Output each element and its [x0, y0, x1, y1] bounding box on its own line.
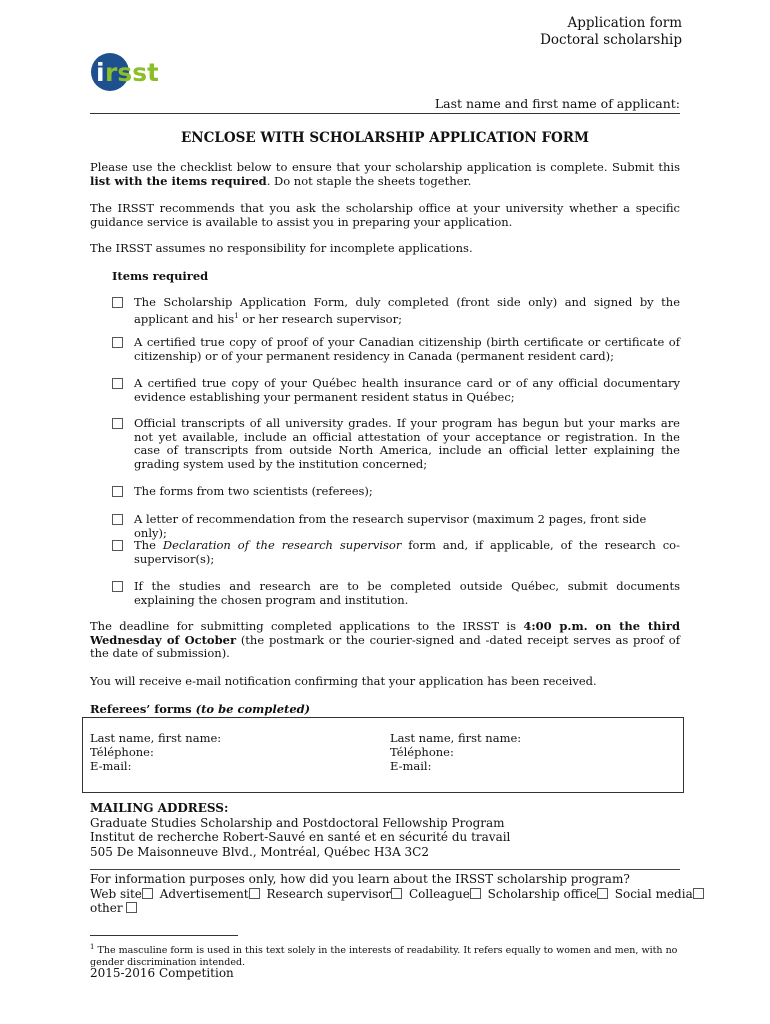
referee-2-email-label: E-mail:: [390, 759, 432, 773]
mailing-line-2: Institut de recherche Robert-Sauvé en santé et en sécurité du travail: [90, 830, 511, 844]
survey-option-other: other: [90, 901, 707, 916]
items-required-heading: Items required: [112, 269, 209, 283]
checklist-item-transcripts: Official transcripts of all university grades. If your program has begun but your marks are not yet available, include an official attestation of your acceptance or registration. In the case of transcripts from outside North America, include an official letter explaining the grading system used by the institution concerned;: [112, 417, 680, 471]
checklist-item-referee-forms: The forms from two scientists (referees);: [112, 485, 680, 499]
referee-2-phone-label: Téléphone:: [390, 745, 454, 759]
logo-letters-rsst: rsst: [105, 58, 158, 87]
deadline-paragraph: The deadline for submitting completed applications to the IRSST is 4:00 p.m. on the third Wednesday of October (the postmark or the courier-signed and -dated receipt serves as proof of the date of submission).: [90, 619, 680, 661]
deadline-emphasis: 4:00 p.m. on the third Wednesday of October: [90, 619, 680, 647]
logo-letter-i: i: [96, 58, 105, 87]
checkbox[interactable]: [112, 297, 123, 308]
competition-label: 2015-2016 Competition: [90, 966, 234, 980]
checkbox[interactable]: [249, 888, 260, 899]
checkbox[interactable]: [112, 418, 123, 429]
survey-question: For information purposes only, how did you learn about the IRSST scholarship program?: [90, 872, 630, 886]
form-type: Application form: [567, 15, 682, 31]
survey-option-advertisement: Advertisement: [160, 887, 263, 901]
referee-1: [90, 731, 221, 773]
mailing-line-1: Graduate Studies Scholarship and Postdoctoral Fellowship Program: [90, 815, 505, 830]
survey-option-social-media: Social media: [615, 887, 707, 901]
scholarship-type: Doctoral scholarship: [540, 32, 682, 48]
checkbox[interactable]: [112, 540, 123, 551]
referees-heading-note: (to be completed): [195, 702, 311, 716]
checkbox[interactable]: [112, 581, 123, 592]
footnote-number: 1: [90, 943, 95, 951]
mailing-address: [90, 801, 510, 859]
mailing-line-3: 505 De Maisonneuve Blvd., Montréal, Québec H3A 3C2: [90, 844, 429, 859]
survey-option-web-site: Web site: [90, 887, 156, 901]
survey-option-scholarship-office: Scholarship office: [488, 887, 611, 901]
referees-heading: Referees’ forms (to be completed): [90, 702, 311, 716]
intro-paragraph-1: Please use the checklist below to ensure that your scholarship application is complete. Submit this list with the items required. Do not staple the sheets together.: [90, 160, 680, 188]
checkbox[interactable]: [112, 514, 123, 525]
checklist-item-recommendation-letter: A letter of recommendation from the research supervisor (maximum 2 pages, front side only);: [112, 513, 680, 540]
irsst-logo-mark: [90, 48, 158, 96]
survey-options: [90, 887, 707, 902]
survey-option-research-supervisor: Research supervisor: [266, 887, 405, 901]
applicant-name-line: Last name and first name of applicant:: [90, 96, 680, 114]
irsst-logo: [90, 48, 158, 96]
checklist-item-citizenship: A certified true copy of proof of your Canadian citizenship (birth certificate or certificate of citizenship) or of your permanent residency in Canada (permanent resident card);: [112, 336, 680, 363]
checkbox[interactable]: [142, 888, 153, 899]
referee-1-phone-label: Téléphone:: [90, 745, 154, 759]
mailing-address-heading: MAILING ADDRESS:: [90, 801, 229, 815]
referee-2: [390, 731, 521, 773]
survey-section: [90, 872, 707, 916]
checkbox[interactable]: [470, 888, 481, 899]
survey-option-colleague: Colleague: [409, 887, 484, 901]
intro-paragraph-3: The IRSST assumes no responsibility for incomplete applications.: [90, 241, 473, 255]
checkbox[interactable]: [693, 888, 704, 899]
checkbox[interactable]: [112, 378, 123, 389]
divider: [90, 869, 680, 870]
intro-emphasis: list with the items required: [90, 173, 267, 188]
checklist-item-outside-quebec: If the studies and research are to be completed outside Québec, submit documents explaining the chosen program and institution.: [112, 580, 680, 607]
referee-1-name-label: Last name, first name:: [90, 731, 222, 745]
referee-1-email-label: E-mail:: [90, 759, 132, 773]
page-title: ENCLOSE WITH SCHOLARSHIP APPLICATION FORM: [181, 130, 589, 146]
checkbox[interactable]: [126, 902, 137, 913]
checkbox[interactable]: [112, 486, 123, 497]
checkbox[interactable]: [597, 888, 608, 899]
referee-2-name-label: Last name, first name:: [390, 731, 522, 745]
checklist-item-supervisor-declaration: The Declaration of the research supervisor form and, if applicable, of the research co-supervisor(s);: [112, 539, 680, 566]
document-header: [540, 15, 682, 49]
footnote-divider: [90, 935, 238, 936]
checklist-item-application-form: The Scholarship Application Form, duly completed (front side only) and signed by the applicant and his$^1$ or her research supervisor;: [112, 296, 680, 326]
intro-paragraph-2: The IRSST recommends that you ask the scholarship office at your university whether a specific guidance service is available to assist you in preparing your application.: [90, 201, 680, 229]
footnote: $^1$ The masculine form is used in this text solely in the interests of readability. It refers equally to women and men, with no gender discrimination intended.: [90, 943, 678, 969]
notification-paragraph: You will receive e-mail notification confirming that your application has been received.: [90, 674, 597, 688]
checkbox[interactable]: [391, 888, 402, 899]
checklist-item-health-card: A certified true copy of your Québec health insurance card or of any official documentary evidence establishing your permanent resident status in Québec;: [112, 377, 680, 404]
checkbox[interactable]: [112, 337, 123, 348]
